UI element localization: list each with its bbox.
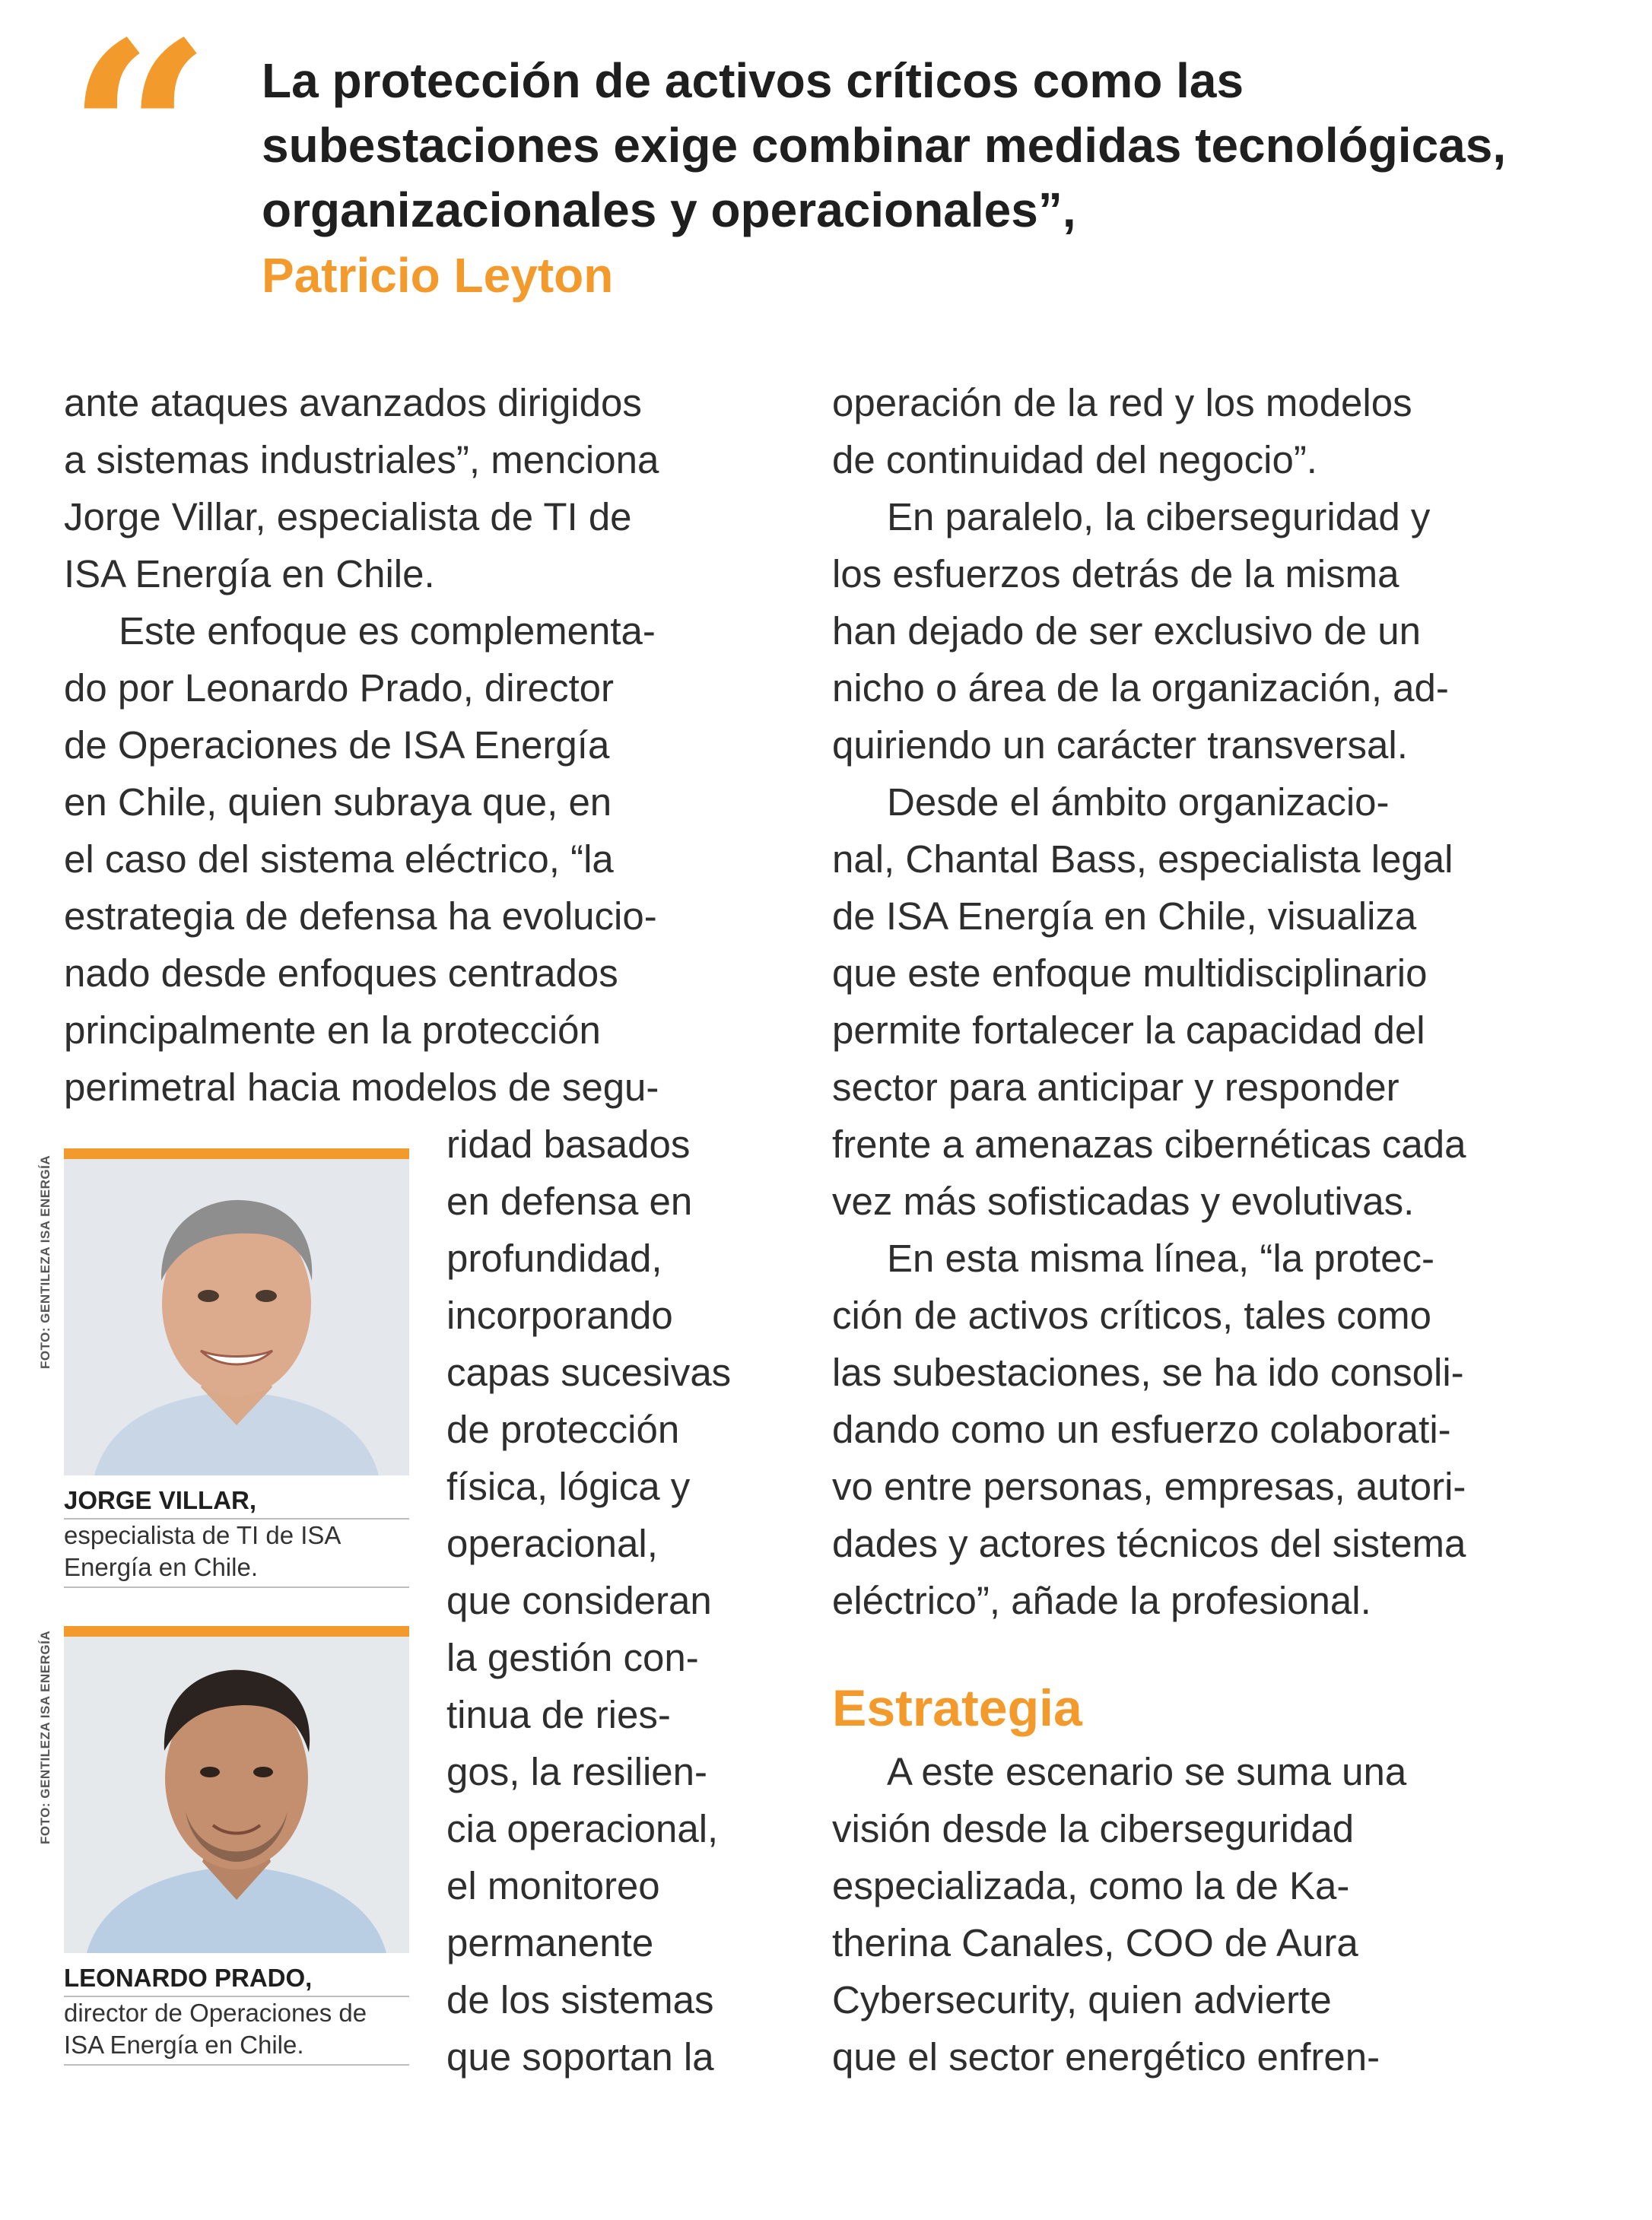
text-line: operación de la red y los modelos	[832, 381, 1412, 424]
text-line: el caso del sistema eléctrico, “la	[64, 837, 614, 881]
text-line: principalmente en la protección	[64, 1008, 601, 1052]
text-line: therina Canales, COO de Aura	[832, 1921, 1358, 1964]
caption-name: JORGE VILLAR,	[64, 1485, 409, 1520]
text-line: Este enfoque es complementa-	[119, 609, 656, 653]
text-line: especializada, como la de Ka-	[832, 1864, 1350, 1907]
article-column-left	[64, 374, 659, 1116]
text-line: de continuidad del negocio”.	[832, 438, 1317, 481]
text-line: nal, Chantal Bass, especialista legal	[832, 837, 1453, 881]
text-line: vez más sofisticadas y evolutivas.	[832, 1180, 1415, 1223]
portrait-illustration	[64, 1159, 409, 1475]
portrait-image	[64, 1159, 409, 1475]
text-line: física, lógica y	[446, 1465, 691, 1508]
text-line: han dejado de ser exclusivo de un	[832, 609, 1422, 653]
text-line: cia operacional,	[446, 1807, 719, 1850]
text-line: dando como un esfuerzo colaborati-	[832, 1408, 1451, 1451]
text-line: en Chile, quien subraya que, en	[64, 780, 612, 824]
text-line: incorporando	[446, 1294, 673, 1337]
text-line: Desde el ámbito organizacio-	[887, 780, 1390, 824]
text-line: a sistemas industriales”, menciona	[64, 438, 659, 481]
text-line: nicho o área de la organización, ad-	[832, 666, 1449, 710]
text-line: que el sector energético enfren-	[832, 2035, 1380, 2079]
portrait-image	[64, 1637, 409, 1953]
text-line: quiriendo un carácter transversal.	[832, 723, 1408, 767]
photo-caption	[64, 1485, 409, 1588]
text-line: ISA Energía en Chile.	[64, 552, 435, 595]
text-line: profundidad,	[446, 1237, 662, 1280]
text-line: nado desde enfoques centrados	[64, 951, 618, 995]
text-line: vo entre personas, empresas, autori-	[832, 1465, 1466, 1508]
text-line: de ISA Energía en Chile, visualiza	[832, 894, 1417, 938]
text-line: gos, la resilien-	[446, 1750, 707, 1793]
pull-quote-text: La protección de activos críticos como las subestaciones exige combinar medidas tecnológicas, organizacionales y operacionales”,	[262, 53, 1507, 237]
caption-role-line: director de Operaciones de	[64, 1999, 367, 2027]
photo-leonardo-prado	[64, 1626, 409, 2066]
portrait-illustration	[64, 1637, 409, 1953]
text-line: ante ataques avanzados dirigidos	[64, 381, 642, 424]
article-column-right	[832, 374, 1466, 1629]
text-line: la gestión con-	[446, 1636, 699, 1679]
text-line: do por Leonardo Prado, director	[64, 666, 614, 710]
photo-credit: FOTO: GENTILEZA ISA ENERGÍA	[38, 1154, 52, 1369]
text-line: que consideran	[446, 1579, 712, 1622]
text-line: permanente	[446, 1921, 654, 1964]
caption-role-line: ISA Energía en Chile.	[64, 2029, 409, 2066]
text-line: los esfuerzos detrás de la misma	[832, 552, 1399, 595]
text-line: que este enfoque multidisciplinario	[832, 951, 1428, 995]
photo-accent-bar	[64, 1626, 409, 1637]
text-line: tinua de ries-	[446, 1693, 671, 1736]
text-line: operacional,	[446, 1522, 658, 1565]
text-line: estrategia de defensa ha evolucio-	[64, 894, 657, 938]
text-line: visión desde la ciberseguridad	[832, 1807, 1355, 1850]
text-line: de protección	[446, 1408, 680, 1451]
quote-mark-icon: “	[67, 0, 211, 282]
text-line: sector para anticipar y responder	[832, 1066, 1399, 1109]
text-line: en defensa en	[446, 1180, 693, 1223]
text-line: permite fortalecer la capacidad del	[832, 1008, 1425, 1052]
photo-accent-bar	[64, 1148, 409, 1159]
text-line: eléctrico”, añade la profesional.	[832, 1579, 1371, 1622]
photo-jorge-villar	[64, 1148, 409, 1588]
photo-credit: FOTO: GENTILEZA ISA ENERGÍA	[38, 1630, 52, 1844]
text-line: ridad basados	[446, 1123, 691, 1166]
text-line: dades y actores técnicos del sistema	[832, 1522, 1466, 1565]
article-column-narrow	[446, 1116, 731, 2085]
text-line: capas sucesivas	[446, 1351, 732, 1394]
text-line: de Operaciones de ISA Energía	[64, 723, 610, 767]
text-line: las subestaciones, se ha ido consoli-	[832, 1351, 1464, 1394]
text-line: que soportan la	[446, 2035, 714, 2079]
text-line: frente a amenazas cibernéticas cada	[832, 1123, 1466, 1166]
article-column-right-continued	[832, 1743, 1406, 2085]
text-line: ción de activos críticos, tales como	[832, 1294, 1431, 1337]
text-line: perimetral hacia modelos de segu-	[64, 1066, 659, 1109]
text-line: Jorge Villar, especialista de TI de	[64, 495, 632, 538]
photo-caption	[64, 1962, 409, 2066]
text-line: En esta misma línea, “la protec-	[887, 1237, 1434, 1280]
text-line: de los sistemas	[446, 1978, 714, 2022]
text-line: Cybersecurity, quien advierte	[832, 1978, 1332, 2022]
text-line: En paralelo, la ciberseguridad y	[887, 495, 1431, 538]
text-line: el monitoreo	[446, 1864, 660, 1907]
section-heading: Estrategia	[832, 1679, 1082, 1737]
caption-name: LEONARDO PRADO,	[64, 1962, 409, 1997]
text-line: A este escenario se suma una	[887, 1750, 1407, 1793]
caption-role-line: especialista de TI de ISA	[64, 1521, 342, 1549]
pull-quote-author: Patricio Leyton	[262, 248, 614, 303]
caption-role-line: Energía en Chile.	[64, 1551, 409, 1588]
